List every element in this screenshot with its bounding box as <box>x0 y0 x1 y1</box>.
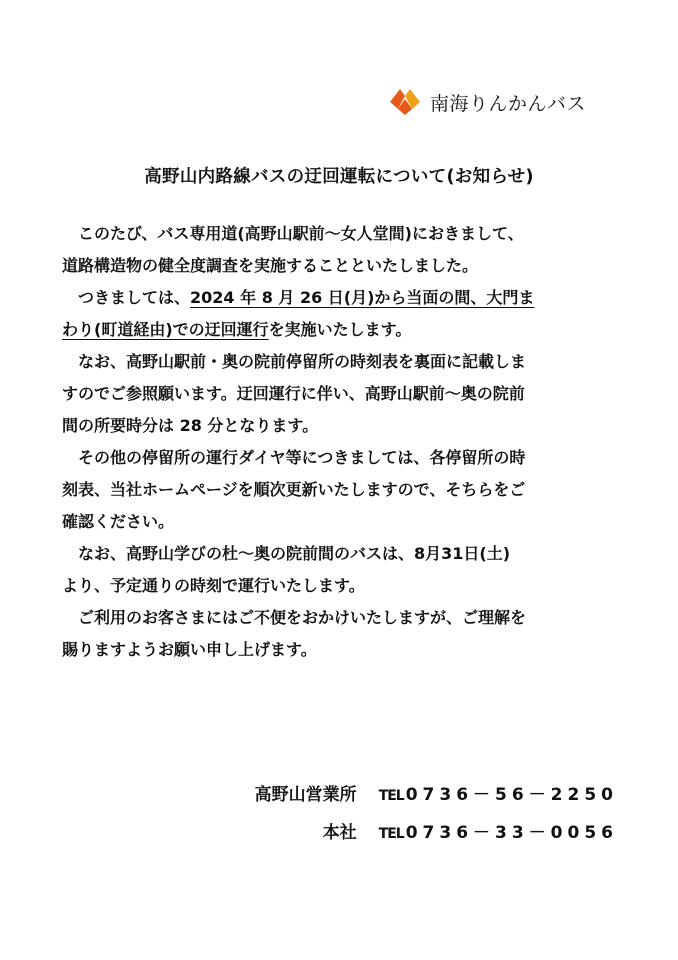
notice-body <box>62 218 622 666</box>
paragraph-line: すのでご参照願います。迂回運行に伴い、高野山駅前～奥の院前 <box>62 384 525 403</box>
contact-row-head-office <box>323 818 618 843</box>
paragraph-5 <box>62 538 622 602</box>
office-name: 高野山営業所 <box>254 785 357 805</box>
paragraph-line: より、予定通りの時刻で運行いたします。 <box>62 576 365 595</box>
tel-label: TEL <box>378 826 404 842</box>
contact-row-koyasan-office <box>255 780 618 805</box>
nankai-rinkan-logo-icon <box>390 89 420 115</box>
paragraph-line: 間の所要時分は 28 分となります。 <box>62 416 319 435</box>
paragraph-6 <box>62 602 622 666</box>
paragraph-line: 刻表、当社ホームページを順次更新いたしますので、そちらをご <box>62 480 526 499</box>
paragraph-line: 賜りますようお願い申し上げます。 <box>62 640 317 659</box>
company-logo <box>390 86 586 118</box>
underlined-route-text: わり(町道経由)での迂回運行 <box>62 320 269 339</box>
paragraph-line: このたび、バス専用道(高野山駅前～女人堂間)におきまして、 <box>78 224 524 243</box>
paragraph-line: 確認ください。 <box>62 512 175 531</box>
phone-number: 0736－56－2250 <box>405 785 618 805</box>
paragraph-line <box>62 314 622 346</box>
company-name: 南海りんかんバス <box>430 92 587 115</box>
paragraph-4 <box>62 442 622 538</box>
paragraph-line: なお、高野山駅前・奥の院前停留所の時刻表を裏面に記載しま <box>78 352 527 371</box>
paragraph-text: を実施いたします。 <box>268 320 412 339</box>
paragraph-line: ご利用のお客さまにはご不便をおかけいたしますが、ご理解を <box>78 608 527 627</box>
paragraph-line: その他の停留所の運行ダイヤ等につきましては、各停留所の時 <box>78 448 526 467</box>
paragraph-3 <box>62 346 622 442</box>
paragraph-line <box>62 282 622 314</box>
office-name: 本社 <box>322 823 357 843</box>
paragraph-1 <box>62 218 622 282</box>
phone-number: 0736－33－0056 <box>405 823 618 843</box>
underlined-date-text: 2024 年 8 月 26 日(月)から当面の間、大門ま <box>190 288 535 307</box>
paragraph-line: 道路構造物の健全度調査を実施することといたしました。 <box>62 256 479 275</box>
notice-title: 高野山内路線バスの迂回運転について(お知らせ) <box>144 167 534 187</box>
tel-label: TEL <box>378 788 404 804</box>
paragraph-line: なお、高野山学びの杜～奥の院前間のバスは、8月31日(土) <box>78 544 511 563</box>
paragraph-2 <box>62 282 622 346</box>
paragraph-text: つきましては、 <box>78 288 191 307</box>
